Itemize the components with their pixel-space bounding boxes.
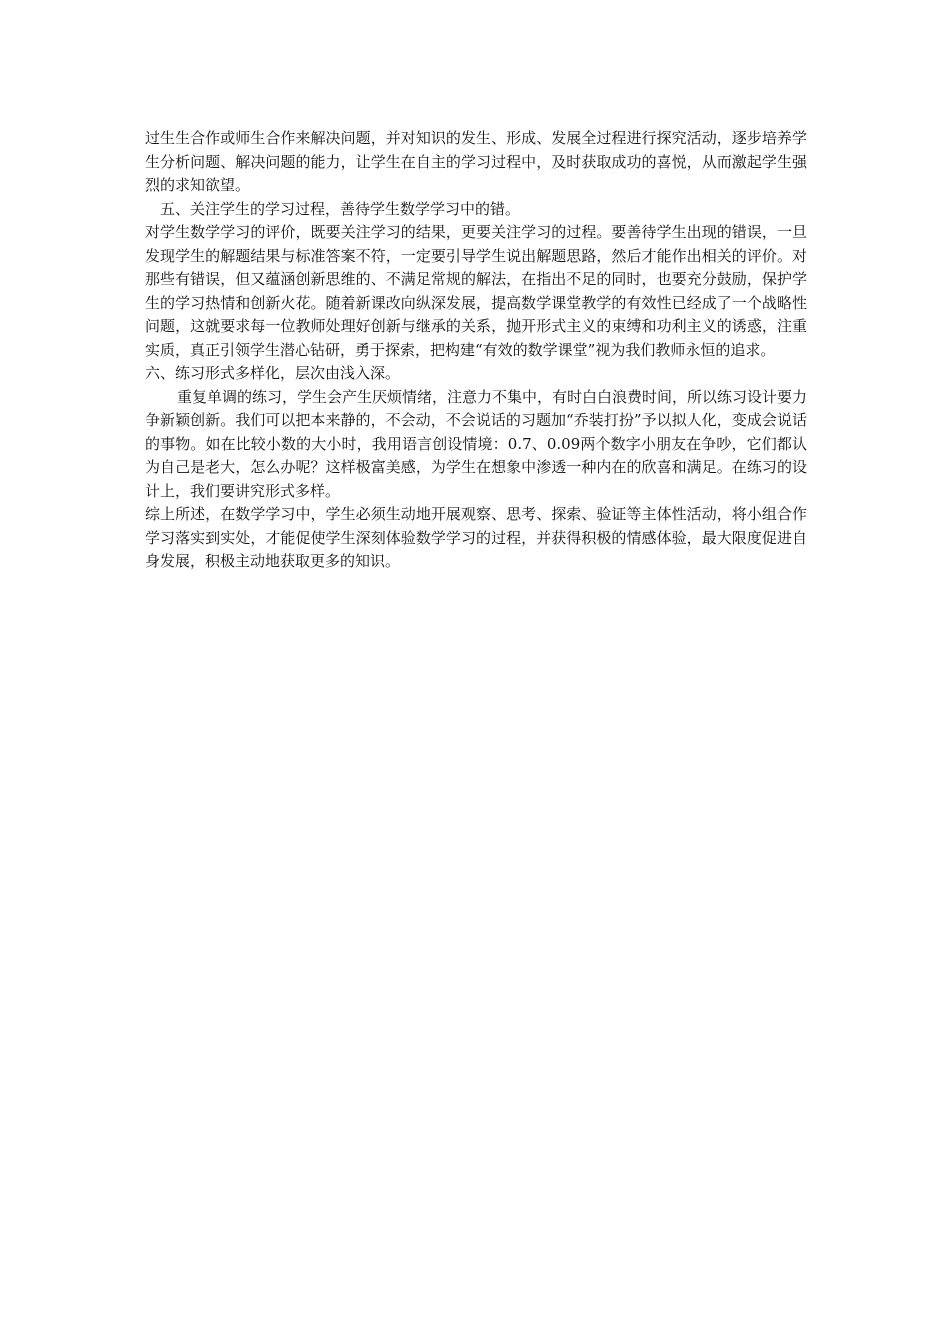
paragraph-evaluation: 对学生数学学习的评价，既要关注学习的结果，更要关注学习的过程。要善待学生出现的错误，一旦发现学生的解题结果与标准答案不符，一定要引导学生说出解题思路，然后才能作出相关的评价。对那些有错误，但又蕴涵创新思维的、不满足常规的解法，在指出不足的同时，也要充分鼓励，保护学生的学习热情和创新火花。随着新课改向纵深发展，提高数学课堂教学的有效性已经成了一个战略性问题，这就要求每一位教师处理好创新与继承的关系，抛开形式主义的束缚和功利主义的诱惑，注重实质，真正引领学生潜心钻研，勇于探索，把构建“有效的数学课堂”视为我们教师永恒的追求。 — [145, 223, 807, 359]
paragraph-practice: 重复单调的练习，学生会产生厌烦情绪，注意力不集中，有时白白浪费时间，所以练习设计要力争新颖创新。我们可以把本来静的，不会动，不会说话的习题加“乔装打扮”予以拟人化，变成会说话的事物。如在比较小数的大小时，我用语言创设情境：0.7、0.09两个数字小朋友在争吵，它们都认为自己是老大，怎么办呢？这样极富美感，为学生在想象中渗透一种内在的欣喜和满足。在练习的设计上，我们要讲究形式多样。 — [145, 387, 808, 500]
heading-six: 六、练习形式多样化，层次由浅入深。 — [145, 364, 401, 382]
heading-five: 五、关注学生的学习过程，善待学生数学学习中的错。 — [160, 199, 521, 218]
document-body — [145, 127, 807, 574]
paragraph-cooperation: 过生生合作或师生合作来解决问题，并对知识的发生、形成、发展全过程进行探究活动，逐步培养学生分析问题、解决问题的能力，让学生在自主的学习过程中，及时获取成功的喜悦，从而激起学生强烈的求知欲望。 — [145, 129, 807, 194]
paragraph-summary: 综上所述，在数学学习中，学生必须生动地开展观察、思考、探索、验证等主体性活动，将小组合作学习落实到实处，才能促使学生深刻体验数学学习的过程，并获得积极的情感体验，最大限度促进自身发展，积极主动地获取更多的知识。 — [145, 505, 807, 570]
